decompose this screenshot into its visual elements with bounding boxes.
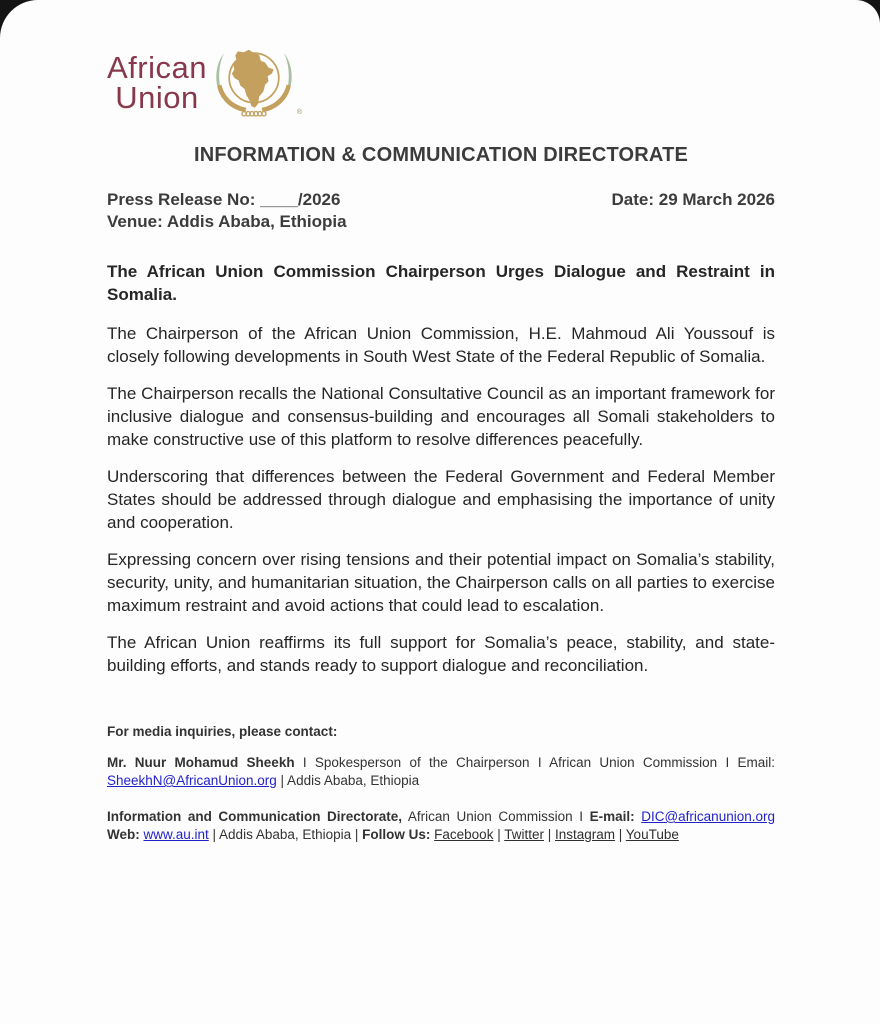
directorate-contact [107,808,775,844]
spokesperson-role: I Spokesperson of the Chairperson I African Union Commission I Email: [294,755,775,770]
venue: Venue: Addis Ababa, Ethiopia [107,212,347,231]
facebook-link[interactable]: Facebook [434,827,494,842]
paragraph-5: The African Union reaffirms its full support for Somalia’s peace, stability, and state-building efforts, and stands ready to support dialogue and reconciliation. [107,633,775,675]
au-emblem [210,42,302,124]
spokesperson-name: Mr. Nuur Mohamud Sheekh [107,755,295,770]
spokesperson-email-link[interactable]: SheekhN@AfricanUnion.org [107,773,277,788]
interlocked-rings [242,112,266,116]
social-separator: | [493,827,505,842]
paragraph-4: Expressing concern over rising tensions and their potential impact on Somalia’s stability, security, unity, and humanitarian situation, the Chairperson calls on all parties to exercise maximum restraint and avoid actions that could lead to escalation. [107,550,775,615]
au-emblem-icon [210,42,298,124]
paragraph-1: The Chairperson of the African Union Commission, H.E. Mahmoud Ali Youssouf is closely following developments in South West State of the Federal Republic of Somalia. [107,324,775,366]
press-release-number: Press Release No: ____/2026 [107,190,341,209]
directorate-heading: INFORMATION & COMMUNICATION DIRECTORATE [193,144,689,166]
release-title: The African Union Commission Chairperson Urges Dialogue and Restraint in Somalia. [107,262,775,304]
release-date: Date: 29 March 2026 [611,190,775,209]
footer-address: | Addis Ababa, Ethiopia | [208,827,363,842]
social-separator: | [615,827,626,842]
media-contact-heading: For media inquiries, please contact: [107,724,338,739]
paragraph-2: The Chairperson recalls the National Consultative Council as an important framework for inclusive dialogue and consensus-building and encourages all Somali stakeholders to make constructive use of this platform to resolve differences peacefully. [107,384,775,449]
footer-web-label: Web: [107,827,144,842]
social-separator: | [543,827,555,842]
au-logo [107,42,775,124]
footer-email-label: E-mail: [589,809,642,824]
instagram-link[interactable]: Instagram [555,827,616,842]
au-logo-line2: Union [115,80,199,115]
spokesperson-location: | Addis Ababa, Ethiopia [276,773,420,788]
follow-us-label: Follow Us: [362,827,435,842]
twitter-link[interactable]: Twitter [504,827,544,842]
directorate-email-link[interactable]: DIC@africanunion.org [641,809,775,824]
footer-directorate-name: Information and Communication Directorate, [107,809,403,824]
au-logo-line1: African [107,49,207,85]
spokesperson-contact [107,754,775,790]
registered-trademark: ® [296,109,302,116]
footer-commission: African Union Commission I [402,809,590,824]
paragraph-3: Underscoring that differences between the Federal Government and Federal Member States should be addressed through dialogue and emphasising the importance of unity and cooperation. [107,467,775,532]
youtube-link[interactable]: YouTube [625,827,679,842]
au-logo-wordmark [107,49,207,115]
contact-section [107,724,775,844]
website-link[interactable]: www.au.int [143,827,209,842]
